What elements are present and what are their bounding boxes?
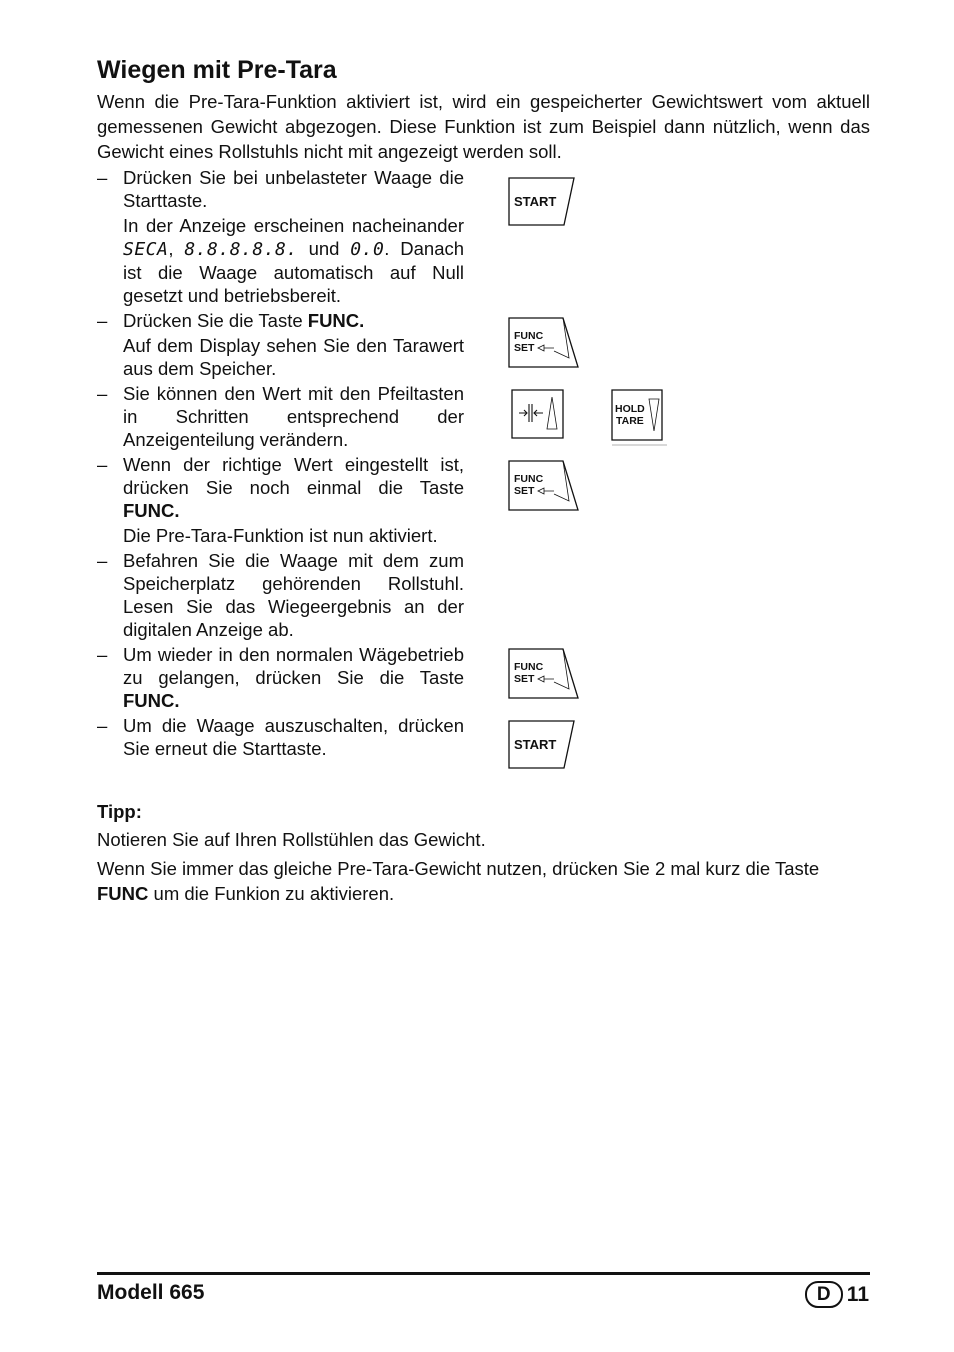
func-key-line1: FUNC (514, 473, 544, 485)
step-1 (97, 166, 464, 307)
page-title: Wiegen mit Pre-Tara (97, 56, 337, 84)
page-number: 11 (846, 1282, 869, 1306)
lcd-test: 8.8.8.8.8. (184, 239, 298, 260)
step-1-note-b: . Danach ist die Waage automatisch auf Null gesetzt und betriebsbereit. (123, 238, 465, 306)
step-7 (97, 714, 464, 760)
list-dash: – (97, 644, 108, 665)
step-7-text: Um die Waage auszuschalten, drücken Sie erneut die Starttaste. (123, 715, 464, 759)
start-key-label: START (514, 737, 557, 752)
list-dash: – (97, 550, 108, 571)
func-set-key-image (508, 317, 580, 369)
step-2-text-main: Drücken Sie die Taste (123, 310, 303, 331)
step-6 (97, 643, 464, 712)
tipp-line-1: Notieren Sie auf Ihren Rollstühlen das Gewicht. (97, 829, 486, 850)
step-2 (97, 309, 464, 380)
step-3-text: Sie können den Wert mit den Pfeiltasten in Schritten entsprechend der Anzeigenteilung verändern. (123, 383, 464, 450)
step-4 (97, 453, 464, 547)
lcd-seca: SECA (123, 239, 169, 260)
tipp-line-2-main: Wenn Sie immer das gleiche Pre-Tara-Gewicht nutzen, drücken Sie 2 mal kurz die Taste (97, 858, 820, 879)
step-1-note-a: In der Anzeige erscheinen nacheinander (123, 215, 464, 236)
list-dash: – (97, 167, 108, 188)
tipp-heading: Tipp: (97, 801, 142, 822)
intro-paragraph: Wenn die Pre-Tara-Funktion aktiviert ist, wird ein gespeicherter Gewichtswert vom aktuell gemessenen Gewicht abgezogen. Diese Funktion ist zum Beispiel dann nützlich, wenn das Gewicht eines Rollstuhls nicht mit angezeigt werden soll. (97, 91, 870, 162)
func-keyword: FUNC. (307, 310, 365, 331)
step-1-note (123, 214, 464, 307)
start-key-image (508, 177, 578, 227)
step-1-text: Drücken Sie bei unbelasteter Waage die Starttaste. (123, 167, 464, 211)
func-set-key-image (508, 460, 580, 512)
list-dash: – (97, 715, 108, 736)
step-6-text-main: Um wieder in den normalen Wägebetrieb zu gelangen, drücken Sie die Taste (123, 644, 464, 688)
func-key-line1: FUNC (514, 330, 544, 342)
func-keyword: FUNC (97, 883, 149, 904)
step-4-note: Die Pre-Tara-Funktion ist nun aktiviert. (123, 525, 438, 546)
step-6-text (123, 643, 464, 712)
list-dash: – (97, 310, 108, 331)
func-key-line2: SET (514, 673, 535, 685)
step-5-text: Befahren Sie die Waage mit dem zum Speicherplatz gehörenden Rollstuhl. Lesen Sie das Wiegeergebnis an der digitalen Anzeige ab. (123, 550, 464, 640)
step-4-text-main: Wenn der richtige Wert eingestellt ist, drücken Sie noch einmal die Taste (123, 454, 464, 498)
language-badge: D (805, 1281, 843, 1308)
lcd-zero: 0.0 (350, 239, 385, 260)
func-keyword: FUNC. (123, 690, 180, 711)
func-set-key-image (508, 648, 580, 700)
instruction-list (97, 166, 464, 762)
footer-model: Modell 665 (97, 1281, 205, 1304)
func-key-line2: SET (514, 342, 535, 354)
tipp-line-2 (97, 856, 870, 906)
footer-page (805, 1281, 869, 1308)
start-key-image (508, 720, 578, 770)
step-2-text (123, 309, 464, 332)
step-2-note: Auf dem Display sehen Sie den Tarawert aus dem Speicher. (123, 335, 464, 379)
arrow-key-image (511, 389, 565, 441)
und-word: und (308, 238, 340, 259)
func-keyword: FUNC. (123, 500, 180, 521)
step-3 (97, 382, 464, 451)
hold-key-line2: TARE (616, 415, 644, 427)
list-dash: – (97, 383, 108, 404)
func-key-line2: SET (514, 485, 535, 497)
start-key-label: START (514, 194, 557, 209)
func-key-line1: FUNC (514, 661, 544, 673)
step-5 (97, 549, 464, 641)
comma: , (168, 238, 174, 259)
tipp-line-2-end: um die Funkion zu aktivieren. (153, 883, 395, 904)
hold-tare-key-image (611, 389, 669, 447)
step-4-text (123, 453, 464, 522)
footer-rule (97, 1272, 870, 1275)
list-dash: – (97, 454, 108, 475)
hold-key-line1: HOLD (615, 403, 645, 415)
